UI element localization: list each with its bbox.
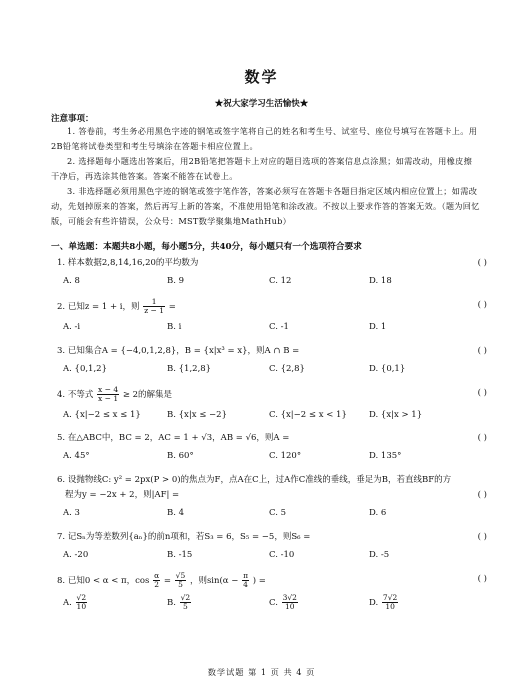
option-d: D. 18 bbox=[369, 276, 392, 286]
question-5 bbox=[57, 431, 487, 446]
option-d: D. 6 bbox=[369, 508, 387, 518]
fraction-denominator: z − 1 bbox=[144, 306, 164, 315]
fraction-denominator: 4 bbox=[243, 580, 248, 589]
fraction bbox=[153, 572, 160, 589]
question-text: 样本数据2,8,14,16,20的平均数为 bbox=[67, 258, 199, 268]
option-b: B. 9 bbox=[167, 276, 185, 286]
question-7 bbox=[57, 530, 487, 545]
option-a: A. 45° bbox=[63, 451, 90, 461]
question-text: 已知z = 1 + i，则 bbox=[67, 302, 140, 312]
notice-item-2: 2. 选择题每小题选出答案后，用2B铅笔把答题卡上对应的题目选项的答案信息点涂黑；如需改动，用橡皮擦干净后，再选涂其他答案。答案不能答在试卷上。 bbox=[51, 156, 473, 181]
question-number: 8. bbox=[57, 576, 66, 586]
question-text: 不等式 bbox=[67, 390, 94, 400]
question-text: 在△ABC中，BC = 2，AC = 1 + √3，AB = √6，则A = bbox=[67, 433, 290, 443]
answer-parentheses: ( ) bbox=[477, 300, 487, 310]
fraction bbox=[180, 594, 192, 611]
question-text-mid: = bbox=[163, 576, 171, 586]
option-label: D. bbox=[369, 598, 379, 608]
option-d: D. {0,1} bbox=[369, 364, 406, 374]
question-text: 已知集合A = {−4,0,1,2,8}，B = {x|x³ = x}，则A ∩ B = bbox=[67, 346, 300, 356]
fraction bbox=[76, 594, 88, 611]
question-text: 设抛物线C: y² = 2px(P > 0)的焦点为F，点A在C上，过A作C准线的垂线，垂足为B，若直线BF的方 bbox=[67, 475, 452, 485]
question-number: 5. bbox=[57, 433, 66, 443]
option-d: D. 1 bbox=[369, 322, 387, 332]
option-b: B. {x|x ≤ −2} bbox=[167, 410, 227, 420]
fraction-denominator: 2 bbox=[154, 580, 159, 589]
option-a: A. {x|−2 ≤ x ≤ 1} bbox=[63, 410, 141, 420]
question-4 bbox=[57, 386, 487, 403]
option-c: C. -10 bbox=[269, 550, 295, 560]
option-d bbox=[369, 594, 399, 611]
answer-parentheses: ( ) bbox=[477, 490, 487, 500]
question-2 bbox=[57, 298, 487, 315]
fraction-numerator: √2 bbox=[76, 593, 87, 602]
option-a: A. {0,1,2} bbox=[63, 364, 107, 374]
option-c: C. -1 bbox=[269, 322, 289, 332]
fraction-numerator: 1 bbox=[143, 298, 165, 307]
option-b bbox=[167, 594, 192, 611]
notice-item-3: 3. 非选择题必须用黑色字迹的钢笔或签字笔作答，答案必须写在答题卡各题目指定区域内相应位置上；如需改动，先划掉原来的答案，然后再写上新的答案，不准使用铅笔和涂改液。不按以上要求作答的答案无效。（题为回忆版，可能会有些许错误，公众号：MST数学聚集地MathHub） bbox=[51, 186, 480, 226]
fraction bbox=[97, 386, 119, 403]
answer-parentheses: ( ) bbox=[477, 346, 487, 356]
question-3 bbox=[57, 344, 487, 359]
fraction-denominator: 5 bbox=[178, 580, 183, 589]
option-b: B. {1,2,8} bbox=[167, 364, 212, 374]
option-a bbox=[63, 594, 88, 611]
option-c: C. 5 bbox=[269, 508, 287, 518]
question-text-end: ≥ 2的解集是 bbox=[122, 390, 173, 400]
fraction-numerator: x − 4 bbox=[98, 385, 119, 394]
option-label: A. bbox=[63, 598, 72, 608]
question-number: 2. bbox=[57, 302, 66, 312]
answer-parentheses: ( ) bbox=[477, 532, 487, 542]
answer-parentheses: ( ) bbox=[477, 574, 487, 584]
fraction bbox=[175, 572, 187, 589]
fraction-denominator: 10 bbox=[76, 602, 87, 611]
notice-item-1: 1. 答卷前，考生务必用黑色字迹的钢笔或签字笔将自己的姓名和考生号、试室号、座位号填写在答题卡上。用2B铅笔将试卷类型和考生号填涂在答题卡相应位置上。 bbox=[51, 126, 478, 151]
fraction-numerator: 7√2 bbox=[382, 593, 398, 602]
section-title: 一、单选题：本题共8小题，每小题5分，共40分，每小题只有一个选项符合要求 bbox=[51, 242, 362, 252]
option-label: C. bbox=[269, 598, 278, 608]
option-a: A. 8 bbox=[63, 276, 80, 286]
option-c: C. {x|−2 ≤ x < 1} bbox=[269, 410, 347, 420]
question-number: 6. bbox=[57, 475, 66, 485]
option-a: A. 3 bbox=[63, 508, 80, 518]
question-text: 已知0 < α < π，cos bbox=[67, 576, 150, 586]
page-footer: 数学试题 第 1 页 共 4 页 bbox=[207, 667, 316, 677]
question-6-line-2 bbox=[57, 488, 487, 503]
question-text-cont: 程为y = −2x + 2，则|AF| = bbox=[65, 490, 180, 500]
question-6 bbox=[57, 473, 487, 488]
question-number: 7. bbox=[57, 532, 66, 542]
question-8 bbox=[57, 572, 487, 589]
question-text-mid-2: ，则sin(α − bbox=[189, 576, 239, 586]
question-number: 4. bbox=[57, 390, 66, 400]
option-a: A. -i bbox=[63, 322, 81, 332]
fraction-numerator: √2 bbox=[180, 593, 191, 602]
fraction-numerator: √5 bbox=[175, 571, 186, 580]
option-d: D. -5 bbox=[369, 550, 390, 560]
option-c: C. {2,8} bbox=[269, 364, 305, 374]
fraction-numerator: π bbox=[243, 571, 249, 580]
fraction-denominator: 5 bbox=[183, 602, 188, 611]
fraction-denominator: x − 1 bbox=[98, 394, 119, 403]
option-a: A. -20 bbox=[63, 550, 89, 560]
fraction-denominator: 10 bbox=[385, 602, 395, 611]
question-text-end: = bbox=[168, 302, 176, 312]
question-text: 记Sₙ为等差数列{aₙ}的前n项和，若S₃ = 6，S₅ = −5，则S₆ = bbox=[67, 532, 311, 542]
question-number: 3. bbox=[57, 346, 66, 356]
fraction bbox=[143, 298, 165, 315]
option-b: B. -15 bbox=[167, 550, 193, 560]
option-d: D. 135° bbox=[369, 451, 402, 461]
option-b: B. 60° bbox=[167, 451, 194, 461]
option-c: C. 12 bbox=[269, 276, 292, 286]
answer-parentheses: ( ) bbox=[477, 433, 487, 443]
fraction-numerator: 3√2 bbox=[282, 593, 297, 602]
answer-parentheses: ( ) bbox=[477, 388, 487, 398]
option-d: D. {x|x > 1} bbox=[369, 410, 423, 420]
option-c bbox=[269, 594, 299, 611]
fraction bbox=[282, 594, 298, 611]
question-1 bbox=[57, 256, 487, 271]
answer-parentheses: ( ) bbox=[477, 258, 487, 268]
fraction-numerator: α bbox=[154, 571, 160, 580]
option-label: B. bbox=[167, 598, 176, 608]
question-number: 1. bbox=[57, 258, 66, 268]
notice-heading: 注意事项： bbox=[51, 114, 94, 124]
page-subtitle: ★祝大家学习生活愉快★ bbox=[214, 99, 309, 109]
option-b: B. 4 bbox=[167, 508, 185, 518]
option-b: B. i bbox=[167, 322, 182, 332]
option-c: C. 120° bbox=[269, 451, 302, 461]
fraction bbox=[382, 594, 398, 611]
fraction-denominator: 10 bbox=[285, 602, 295, 611]
fraction bbox=[242, 572, 249, 589]
page-title: 数学 bbox=[244, 68, 279, 86]
question-text-end: ) = bbox=[252, 576, 266, 586]
